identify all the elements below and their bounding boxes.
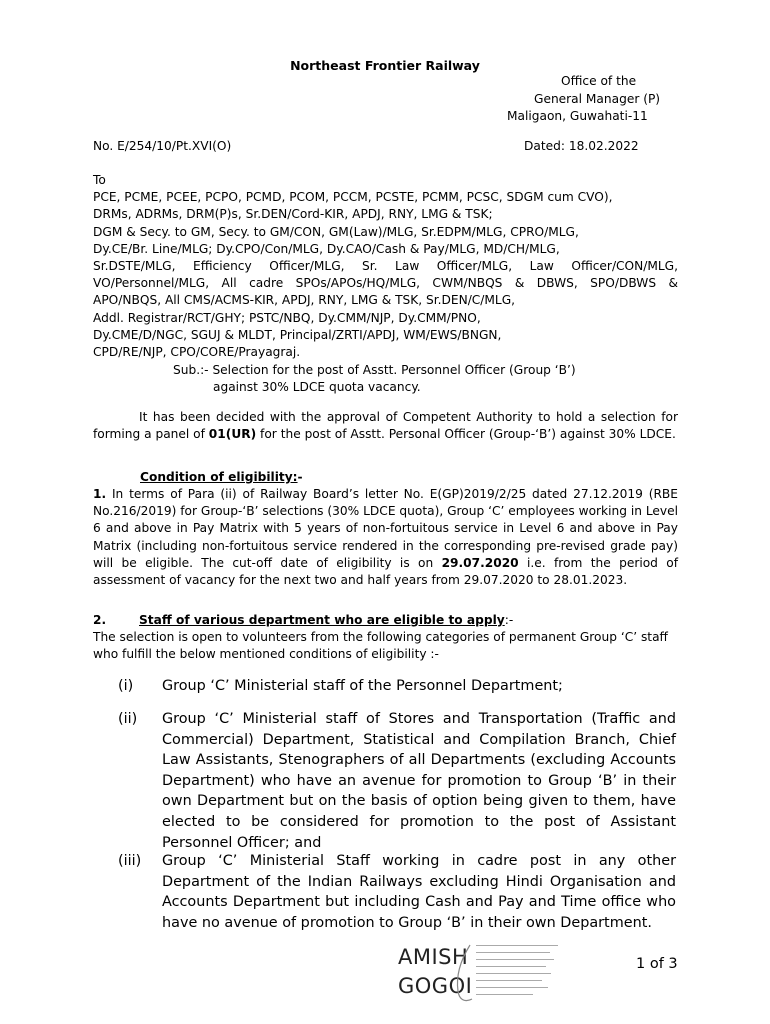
condition-text: i.e. from the period of assessment of vacancy for the next two and half years from 29.07.2020 to 28.01.2023. [93, 555, 679, 588]
addressee-line: Addl. Registrar/RCT/GHY; PSTC/NBQ, Dy.CMM/NJP, Dy.CMM/PNO, [93, 310, 481, 325]
signature-stroke-icon [452, 943, 478, 1005]
addressee-line: DRMs, ADRMs, DRM(P)s, Sr.DEN/Cord-KIR, APDJ, RNY, LMG & TSK; [93, 207, 493, 222]
section-title: Staff of various department who are eligible to apply [139, 613, 505, 627]
list-item-number: (i) [118, 678, 134, 694]
list-item-number: (iii) [118, 853, 142, 869]
addressee-line: APO/NBQS, All CMS/ACMS-KIR, APDJ, RNY, LMG & TSK, Sr.DEN/C/MLG, [93, 293, 516, 308]
list-item-text: Group ‘C’ Ministerial staff of the Personnel Department; [162, 678, 563, 694]
office-line: General Manager (P) [534, 91, 661, 106]
eligibility-heading-suffix: - [297, 470, 303, 484]
section-title-suffix: :- [504, 613, 514, 627]
letter-number: No. E/254/10/Pt.XVI(O) [93, 139, 232, 153]
condition-number: 1. [93, 487, 107, 501]
section-number: 2. [93, 613, 107, 627]
signer-last-name: GOGOI [398, 974, 473, 998]
cutoff-date: 29.07.2020 [441, 555, 519, 570]
list-item-text: Group ‘C’ Ministerial Staff working in cadre post in any other Department of the Indian Railways excluding Hindi Organisation and Accounts Department but including Cash and Pay and Time office who have no avenue of promotion to Group ‘B’ in their own Department. [162, 853, 676, 931]
eligibility-condition-1 [93, 486, 678, 589]
office-line: Maligaon, Guwahati-11 [507, 109, 648, 123]
office-line: Office of the [561, 74, 637, 88]
addressee-line: VO/Personnel/MLG, All cadre SPOs/APOs/HQ/MLG, CWM/NBQS & DBWS, SPO/DBWS & [93, 276, 678, 291]
opening-text: for the post of Asstt. Personal Officer (Group-‘B’) against 30% LDCE. [256, 427, 676, 442]
digital-signature-details [476, 942, 558, 998]
addressee-line: Dy.CME/D/NGC, SGUJ & MLDT, Principal/ZRTI/APDJ, WM/EWS/BNGN, [93, 327, 502, 342]
opening-text: It has been decided with the approval of Competent Authority to hold a selection for forming a panel of [93, 410, 678, 442]
opening-paragraph [93, 409, 678, 443]
addressee-line: CPD/RE/NJP, CPO/CORE/Prayagraj. [93, 345, 301, 360]
eligibility-heading-text: Condition of eligibility: [140, 470, 298, 484]
organisation-title: Northeast Frontier Railway [290, 58, 480, 73]
addressee-line: PCE, PCME, PCEE, PCPO, PCMD, PCOM, PCCM, PCSTE, PCMM, PCSC, SDGM cum CVO), [93, 190, 613, 205]
addressee-block [93, 172, 678, 361]
office-address [507, 73, 667, 126]
section-2-intro: The selection is open to volunteers from the following categories of permanent Group ‘C’ staff who fulfill the below mentioned conditions of eligibility :- [93, 630, 668, 662]
list-item-number: (ii) [118, 711, 138, 727]
list-item-text: Group ‘C’ Ministerial staff of Stores and Transportation (Traffic and Commercial) Department, Statistical and Compilation Branch, Chief Law Assistants, Stenographers of all Departments (excluding Accounts Department) who have an avenue for promotion to Group ‘B’ in their own Department but on the basis of option being given to them, have elected to be considered for promotion to the post of Assistant Personnel Officer; and [162, 711, 676, 851]
addressee-line: Dy.CE/Br. Line/MLG; Dy.CPO/Con/MLG, Dy.CAO/Cash & Pay/MLG, MD/CH/MLG, [93, 241, 560, 256]
eligibility-heading [140, 469, 303, 486]
panel-count: 01(UR) [208, 427, 257, 442]
signer-first-name: AMISH [398, 945, 469, 969]
condition-text: In terms of Para (ii) of Railway Board’s letter No. E(GP)2019/2/25 dated 27.12.2019 (RBE No.216/2019) for Group-‘B’ selections (30% LDCE quota), Group ‘C’ employees working in Level 6 and above in Pay Matrix with 5 years of non-fortuitous service in Level 6 and above in Pay Matrix (including non-fortuitous service rendered in the corresponding pre-revised grade pay) will be eligible. The cut-off date of eligibility is on [93, 487, 678, 570]
subject-line: Sub.:- Selection for the post of Asstt. Personnel Officer (Group ‘B’) [173, 363, 576, 377]
letter-date: Dated: 18.02.2022 [524, 139, 639, 153]
subject-line: against 30% LDCE quota vacancy. [213, 380, 421, 395]
subject [173, 362, 576, 396]
addressee-line: Sr.DSTE/MLG, Efficiency Officer/MLG, Sr. Law Officer/MLG, Law Officer/CON/MLG, [93, 259, 678, 274]
page-number: 1 of 3 [636, 956, 678, 972]
to-label: To [93, 173, 106, 187]
section-2-heading [93, 612, 678, 629]
addressee-line: DGM & Secy. to GM, Secy. to GM/CON, GM(Law)/MLG, Sr.EDPM/MLG, CPRO/MLG, [93, 224, 579, 239]
